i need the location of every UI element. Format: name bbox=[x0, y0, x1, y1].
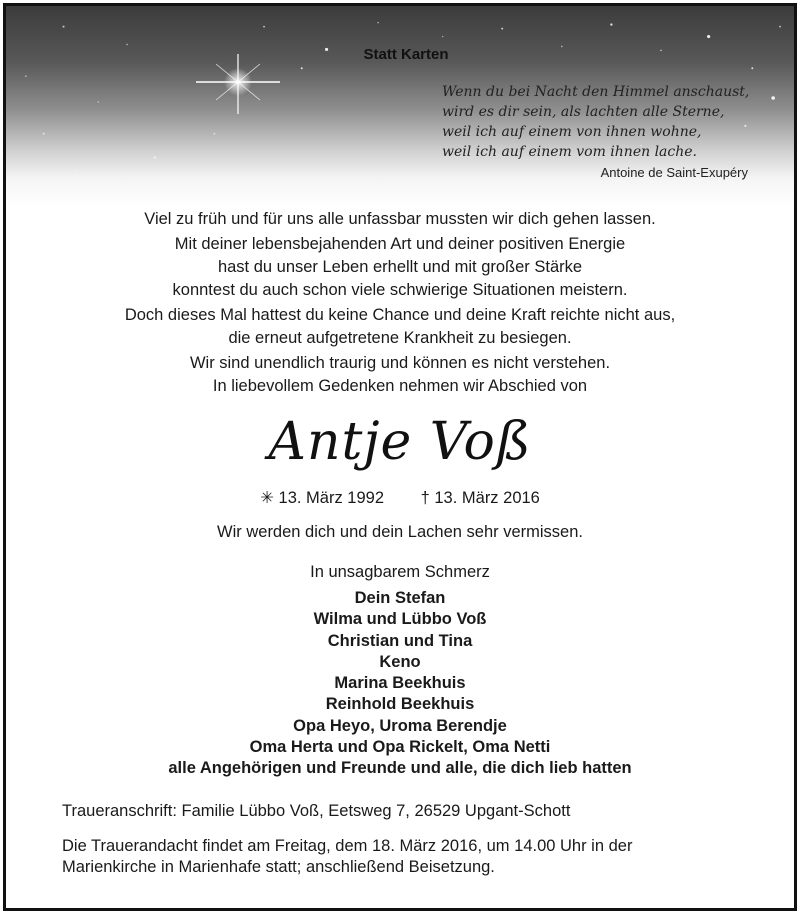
quote-author: Antoine de Saint-Exupéry bbox=[600, 165, 748, 180]
quote-line: weil ich auf einem vom ihnen lache. bbox=[442, 144, 697, 160]
mourner-name: Oma Herta und Opa Rickelt, Oma Netti bbox=[249, 738, 551, 757]
mourners-list bbox=[6, 588, 794, 780]
death-date: † 13. März 2016 bbox=[420, 489, 540, 507]
birth-date: ✳ 13. März 1992 bbox=[260, 489, 385, 507]
quote-block bbox=[442, 82, 762, 162]
shining-star-icon bbox=[192, 52, 282, 116]
intro-line: Viel zu früh und für uns alle unfassbar mussten wir dich gehen lassen. bbox=[144, 210, 656, 228]
intro-paragraph bbox=[6, 352, 794, 398]
service-info bbox=[62, 836, 762, 878]
intro-line: Doch dieses Mal hattest du keine Chance und deine Kraft reichte nicht aus, bbox=[124, 306, 676, 324]
mourner-name: Marina Beekhuis bbox=[334, 674, 466, 693]
mourner-name: Wilma und Lübbo Voß bbox=[313, 610, 487, 629]
closing-line: Wir werden dich und dein Lachen sehr vermissen. bbox=[217, 523, 583, 541]
intro-line: In liebevollem Gedenken nehmen wir Abschied von bbox=[212, 377, 588, 395]
mourner-name: Keno bbox=[379, 652, 421, 671]
mourner-name: Dein Stefan bbox=[354, 589, 446, 607]
quote-line: weil ich auf einem von ihnen wohne, bbox=[442, 124, 702, 140]
intro-paragraph bbox=[6, 304, 794, 350]
mourner-name: alle Angehörigen und Freunde und alle, die dich lieb hatten bbox=[168, 759, 632, 778]
service-line: Marienkirche in Marienhafe statt; anschließend Beisetzung. bbox=[62, 858, 495, 876]
deceased-name: Antje Voß bbox=[268, 412, 532, 472]
intro-text bbox=[6, 208, 794, 400]
quote-line: Wenn du bei Nacht den Himmel anschaust, bbox=[442, 84, 750, 100]
intro-paragraph bbox=[6, 233, 794, 302]
mourning-address: Traueranschrift: Familie Lübbo Voß, Eetsweg 7, 26529 Upgant-Schott bbox=[62, 802, 571, 820]
mourner-name: Christian und Tina bbox=[327, 631, 473, 650]
intro-line: konntest du auch schon viele schwierige Situationen meistern. bbox=[172, 281, 628, 299]
service-line: Die Trauerandacht findet am Freitag, dem 18. März 2016, um 14.00 Uhr in der bbox=[62, 837, 633, 855]
intro-line: Wir sind unendlich traurig und können es nicht verstehen. bbox=[189, 354, 611, 372]
intro-line: hast du unser Leben erhellt und mit großer Stärke bbox=[217, 258, 583, 276]
mourning-intro: In unsagbarem Schmerz bbox=[310, 563, 490, 581]
quote-line: wird es dir sein, als lachten alle Sterne, bbox=[442, 104, 725, 120]
mourner-name: Reinhold Beekhuis bbox=[325, 695, 475, 714]
intro-paragraph bbox=[6, 208, 794, 231]
header-title: Statt Karten bbox=[363, 46, 449, 63]
intro-line: Mit deiner lebensbejahenden Art und deiner positiven Energie bbox=[174, 235, 626, 253]
life-dates bbox=[6, 488, 794, 508]
intro-line: die erneut aufgetretene Krankheit zu besiegen. bbox=[228, 329, 572, 347]
mourner-name: Opa Heyo, Uroma Berendje bbox=[293, 716, 507, 735]
obituary-notice bbox=[3, 3, 797, 911]
